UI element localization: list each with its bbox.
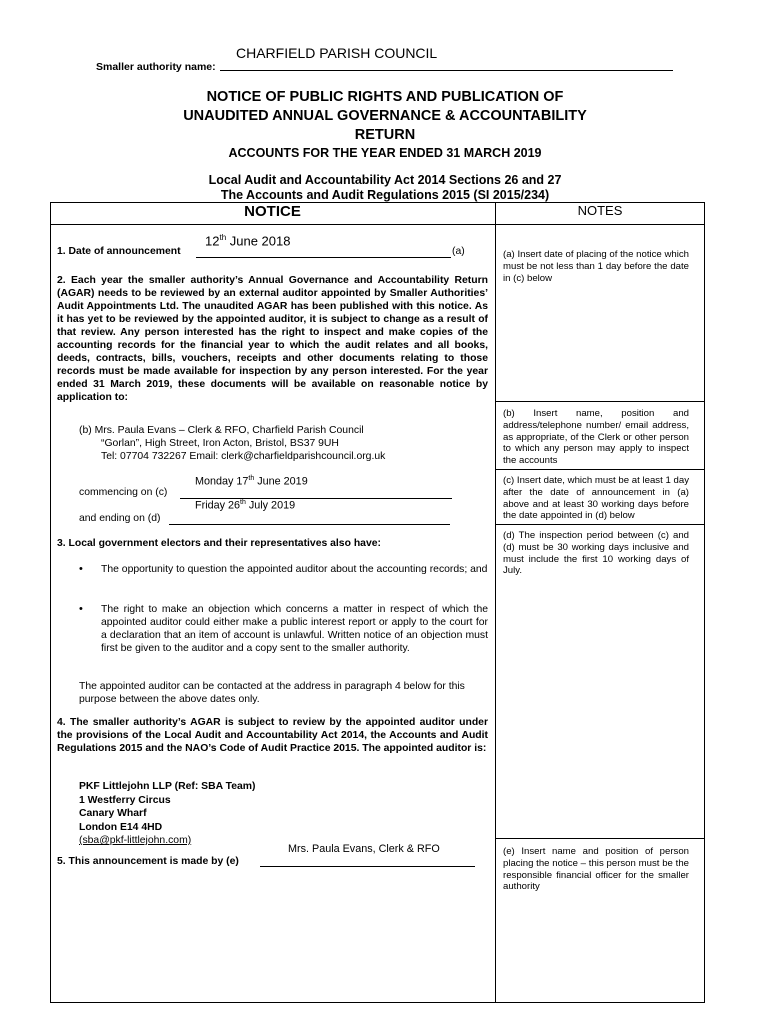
announcer-label: 5. This announcement is made by (e)	[57, 856, 239, 867]
legislation-line-2: The Accounts and Audit Regulations 2015 (SI 2015/234)	[220, 188, 550, 202]
announcer-value: Mrs. Paula Evans, Clerk & RFO	[288, 843, 440, 855]
authority-name-line	[220, 70, 673, 71]
contact-line: Tel: 07704 732267 Email: clerk@charfieldparishcouncil.org.uk	[101, 451, 386, 462]
inspection-start-value: Monday 17th June 2019	[195, 475, 308, 488]
note-a: (a) Insert date of placing of the notice which must be not less than 1 day before the date in (c) below	[503, 249, 689, 284]
bullet-item: The opportunity to question the appointed auditor about the accounting records; and	[101, 564, 488, 575]
notice-column-heading: NOTICE	[244, 203, 301, 220]
auditor-contact-note: The appointed auditor can be contacted at the address in paragraph 4 below for this purpose between the above dates only.	[79, 681, 465, 705]
address-line: 1 Westferry Circus	[79, 794, 171, 806]
notes-divider	[495, 401, 705, 402]
auditor-email-link[interactable]: (sba@pkf-littlejohn.com)	[79, 835, 192, 846]
ending-label: and ending on (d)	[79, 513, 161, 524]
announcement-date-ref: (a)	[452, 246, 465, 257]
legislation-line-1: Local Audit and Accountability Act 2014 Sections 26 and 27	[208, 173, 562, 187]
note-b: (b) Insert name, position and address/telephone number/ email address, as appropriate, of the Clerk or other person to which any person may apply to inspect the accounts	[503, 408, 689, 467]
notes-divider	[495, 469, 705, 470]
note-d: (d) The inspection period between (c) and (d) must be 30 working days inclusive and must include the first 10 working days of July.	[503, 530, 689, 577]
announcer-line	[260, 866, 475, 867]
notes-divider	[495, 524, 705, 525]
contact-details	[79, 424, 489, 463]
commencing-label: commencing on (c)	[79, 487, 168, 498]
announcement-date-line	[196, 257, 451, 258]
column-divider	[495, 202, 496, 1003]
address-line: PKF Littlejohn LLP (Ref: SBA Team)	[79, 781, 256, 792]
title-line-1: NOTICE OF PUBLIC RIGHTS AND PUBLICATION OF	[206, 89, 564, 105]
note-e: (e) Insert name and position of person placing the notice – this person must be the responsible financial officer for the smaller authority	[503, 846, 689, 893]
accounts-year-heading: ACCOUNTS FOR THE YEAR ENDED 31 MARCH 2019	[228, 146, 542, 160]
inspection-end-value: Friday 26th July 2019	[195, 499, 296, 512]
notes-divider	[495, 838, 705, 839]
address-line: London E14 4HD	[79, 821, 163, 833]
title-line-3: RETURN	[354, 127, 416, 143]
announcement-date-value: 12th June 2018	[205, 233, 291, 249]
title-line-2: UNAUDITED ANNUAL GOVERNANCE & ACCOUNTABILITY	[183, 108, 587, 124]
authority-name-label: Smaller authority name:	[96, 61, 216, 73]
bullet-icon: •	[79, 603, 83, 615]
paragraph-4: 4. The smaller authority’s AGAR is subject to review by the appointed auditor under the provisions of the Local Audit and Accountability Act 2014, the Accounts and Audit Regulations 2015 and the NAO’s Code of Audit Practice 2015. The appointed auditor is:	[57, 717, 488, 754]
paragraph-2: 2. Each year the smaller authority’s Annual Governance and Accountability Return (AGAR) needs to be reviewed by an external auditor appointed by Smaller Authorities’ Audit Appointments Ltd. The unaudited AGAR has been published with this notice. As it has yet to be reviewed by the appointed auditor, it is subject to change as a result of that review. Any person interested has the right to inspect and make copies of the accounting records for the financial year to which the audit relates and all books, deeds, contracts, bills, vouchers, receipts and other documents relating to those records must be made available for inspection by any person interested. For the year ended 31 March 2019, these documents will be available on reasonable notice by application to:	[57, 275, 488, 403]
note-c: (c) Insert date, which must be at least 1 day after the date of announcement in (a) above and at least 30 working days before the date appointed in (d) below	[503, 475, 689, 522]
paragraph-3-heading: 3. Local government electors and their representatives also have:	[57, 538, 381, 549]
contact-line: “Gorlan”, High Street, Iron Acton, Bristol, BS37 9UH	[101, 438, 339, 449]
notice-title	[60, 88, 710, 145]
auditor-address	[79, 780, 255, 848]
header-divider	[50, 224, 705, 225]
announcement-date-label: 1. Date of announcement	[57, 246, 181, 257]
notes-column-heading: NOTES	[577, 203, 623, 218]
contact-line: (b) Mrs. Paula Evans – Clerk & RFO, Charfield Parish Council	[79, 425, 364, 436]
ending-line	[169, 524, 450, 525]
bullet-icon: •	[79, 563, 83, 575]
address-line: Canary Wharf	[79, 808, 147, 819]
council-name: CHARFIELD PARISH COUNCIL	[236, 45, 438, 61]
bullet-item: The right to make an objection which concerns a matter in respect of which the appointed auditor could either make a public interest report or apply to the court for a declaration that an item of account is unlawful. Written notice of an objection must first be given to the auditor and a copy sent to the smaller authority.	[101, 604, 488, 654]
